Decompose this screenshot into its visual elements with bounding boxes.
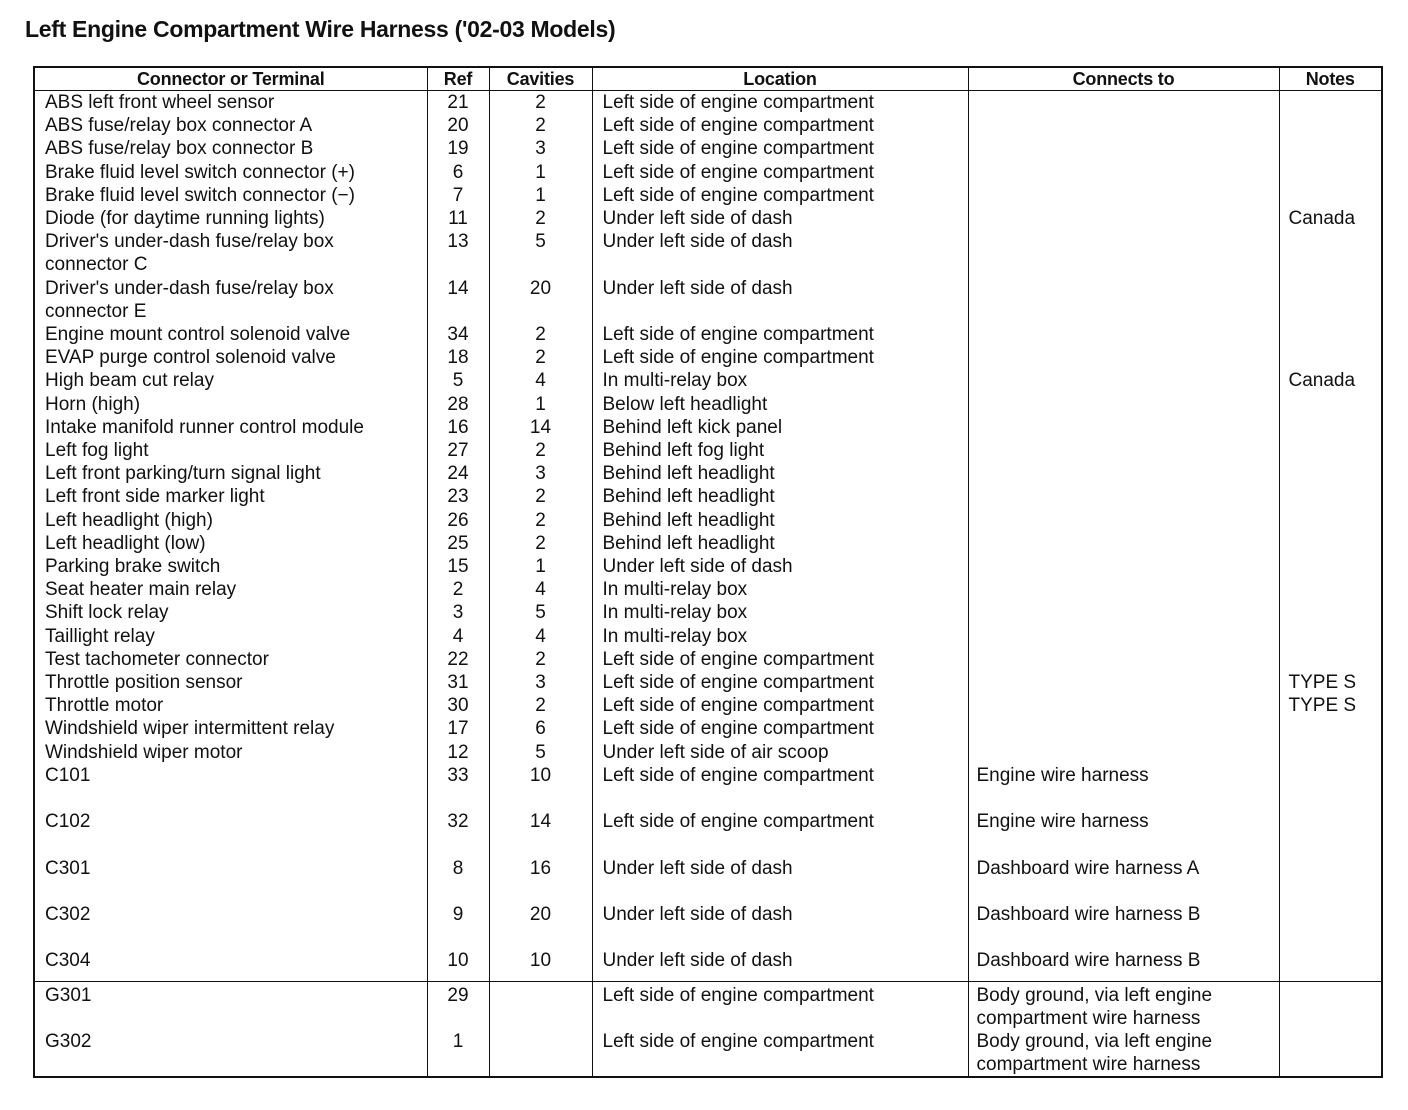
table-row: [34, 717, 1382, 740]
table-row: [34, 601, 1382, 624]
cell-connects-to: [968, 184, 1279, 207]
header-connects-to: Connects to: [968, 67, 1279, 91]
cell-connects-to: [968, 369, 1279, 392]
table-row: [34, 1030, 1382, 1077]
cell-connects-to: [968, 694, 1279, 717]
cell-location: Under left side of dash: [592, 555, 968, 578]
cell-connects-to: [968, 485, 1279, 508]
header-location: Location: [592, 67, 968, 91]
cell-notes: [1279, 741, 1382, 764]
cell-ref: 21: [427, 91, 489, 115]
cell-cavities: 5: [489, 230, 592, 276]
table-row: [34, 625, 1382, 648]
cell-cavities: 2: [489, 114, 592, 137]
cell-notes: [1279, 509, 1382, 532]
cell-connector: Driver's under-dash fuse/relay box connector E: [34, 277, 427, 323]
cell-ref: 26: [427, 509, 489, 532]
header-row: [34, 67, 1382, 91]
cell-cavities: 14: [489, 416, 592, 439]
cell-location: Left side of engine compartment: [592, 694, 968, 717]
cell-connector: Intake manifold runner control module: [34, 416, 427, 439]
table-row: [34, 416, 1382, 439]
cell-connects-to: [968, 207, 1279, 230]
table-row: [34, 981, 1382, 1030]
cell-connects-to: [968, 648, 1279, 671]
cell-notes: [1279, 91, 1382, 115]
cell-notes: [1279, 601, 1382, 624]
cell-connector: High beam cut relay: [34, 369, 427, 392]
cell-cavities: 3: [489, 462, 592, 485]
cell-cavities: 14: [489, 810, 592, 856]
cell-location: Left side of engine compartment: [592, 91, 968, 115]
cell-location: Under left side of dash: [592, 277, 968, 323]
table-row: [34, 509, 1382, 532]
table-row: [34, 230, 1382, 276]
cell-location: Left side of engine compartment: [592, 764, 968, 810]
cell-connects-to: [968, 578, 1279, 601]
cell-connector: Brake fluid level switch connector (+): [34, 161, 427, 184]
cell-location: Behind left headlight: [592, 509, 968, 532]
cell-ref: 8: [427, 857, 489, 903]
cell-cavities: 1: [489, 184, 592, 207]
cell-cavities: 2: [489, 91, 592, 115]
cell-cavities: 10: [489, 764, 592, 810]
cell-location: Left side of engine compartment: [592, 648, 968, 671]
cell-location: Under left side of air scoop: [592, 741, 968, 764]
cell-connects-to: [968, 625, 1279, 648]
cell-location: Left side of engine compartment: [592, 810, 968, 856]
cell-notes: [1279, 717, 1382, 740]
cell-notes: TYPE S: [1279, 671, 1382, 694]
cell-cavities: 16: [489, 857, 592, 903]
cell-connector: ABS fuse/relay box connector A: [34, 114, 427, 137]
cell-notes: [1279, 578, 1382, 601]
cell-cavities: 4: [489, 369, 592, 392]
cell-ref: 23: [427, 485, 489, 508]
cell-location: Left side of engine compartment: [592, 981, 968, 1030]
cell-location: Behind left fog light: [592, 439, 968, 462]
cell-notes: TYPE S: [1279, 694, 1382, 717]
cell-ref: 7: [427, 184, 489, 207]
cell-cavities: 6: [489, 717, 592, 740]
table-row: [34, 578, 1382, 601]
table-row: [34, 903, 1382, 949]
cell-location: Left side of engine compartment: [592, 137, 968, 160]
table-row: [34, 114, 1382, 137]
cell-notes: [1279, 949, 1382, 981]
harness-table: [33, 66, 1383, 1078]
cell-notes: [1279, 393, 1382, 416]
cell-connects-to: [968, 91, 1279, 115]
table-row: [34, 485, 1382, 508]
cell-location: Under left side of dash: [592, 230, 968, 276]
table-row: [34, 810, 1382, 856]
cell-ref: 19: [427, 137, 489, 160]
cell-location: Below left headlight: [592, 393, 968, 416]
cell-location: Under left side of dash: [592, 903, 968, 949]
cell-cavities: 5: [489, 601, 592, 624]
cell-connects-to: [968, 671, 1279, 694]
table-row: [34, 741, 1382, 764]
cell-ref: 13: [427, 230, 489, 276]
table-row: [34, 671, 1382, 694]
cell-cavities: 2: [489, 207, 592, 230]
cell-ref: 22: [427, 648, 489, 671]
cell-location: Behind left headlight: [592, 462, 968, 485]
cell-connector: Taillight relay: [34, 625, 427, 648]
cell-connects-to: Dashboard wire harness B: [968, 949, 1279, 981]
cell-ref: 5: [427, 369, 489, 392]
cell-connector: Horn (high): [34, 393, 427, 416]
cell-cavities: 20: [489, 277, 592, 323]
cell-connector: Engine mount control solenoid valve: [34, 323, 427, 346]
cell-location: Left side of engine compartment: [592, 184, 968, 207]
table-row: [34, 949, 1382, 981]
cell-connector: Left headlight (low): [34, 532, 427, 555]
table-row: [34, 393, 1382, 416]
cell-connects-to: Body ground, via left engine compartment wire harness: [968, 1030, 1279, 1077]
cell-location: Under left side of dash: [592, 207, 968, 230]
cell-notes: [1279, 230, 1382, 276]
table-row: [34, 207, 1382, 230]
cell-ref: 18: [427, 346, 489, 369]
cell-connects-to: [968, 555, 1279, 578]
cell-connector: ABS left front wheel sensor: [34, 91, 427, 115]
cell-location: Behind left kick panel: [592, 416, 968, 439]
cell-location: Under left side of dash: [592, 949, 968, 981]
cell-connector: Left front parking/turn signal light: [34, 462, 427, 485]
cell-cavities: 3: [489, 137, 592, 160]
cell-ref: 2: [427, 578, 489, 601]
cell-connector: Throttle motor: [34, 694, 427, 717]
table-row: [34, 184, 1382, 207]
cell-connector: C301: [34, 857, 427, 903]
cell-notes: [1279, 137, 1382, 160]
cell-notes: [1279, 114, 1382, 137]
cell-cavities: [489, 1030, 592, 1077]
cell-ref: 11: [427, 207, 489, 230]
header-cavities: Cavities: [489, 67, 592, 91]
cell-connects-to: [968, 114, 1279, 137]
cell-connects-to: [968, 439, 1279, 462]
cell-location: Left side of engine compartment: [592, 114, 968, 137]
cell-location: In multi-relay box: [592, 601, 968, 624]
cell-cavities: 3: [489, 671, 592, 694]
cell-cavities: 2: [489, 532, 592, 555]
table-row: [34, 161, 1382, 184]
cell-ref: 31: [427, 671, 489, 694]
cell-cavities: 1: [489, 161, 592, 184]
header-connector: Connector or Terminal: [34, 67, 427, 91]
cell-notes: [1279, 416, 1382, 439]
cell-cavities: 2: [489, 439, 592, 462]
cell-notes: [1279, 184, 1382, 207]
table-row: [34, 346, 1382, 369]
cell-connects-to: [968, 323, 1279, 346]
cell-connects-to: [968, 393, 1279, 416]
cell-ref: 29: [427, 981, 489, 1030]
cell-cavities: 4: [489, 578, 592, 601]
cell-cavities: 2: [489, 648, 592, 671]
header-ref: Ref: [427, 67, 489, 91]
cell-connects-to: [968, 601, 1279, 624]
cell-cavities: 2: [489, 485, 592, 508]
cell-cavities: 1: [489, 393, 592, 416]
cell-connector: Windshield wiper intermittent relay: [34, 717, 427, 740]
cell-notes: [1279, 161, 1382, 184]
cell-ref: 1: [427, 1030, 489, 1077]
table-row: [34, 439, 1382, 462]
cell-ref: 4: [427, 625, 489, 648]
cell-connects-to: [968, 277, 1279, 323]
cell-notes: [1279, 439, 1382, 462]
cell-connects-to: [968, 161, 1279, 184]
cell-connector: Seat heater main relay: [34, 578, 427, 601]
cell-connects-to: [968, 462, 1279, 485]
cell-connector: Brake fluid level switch connector (−): [34, 184, 427, 207]
cell-location: In multi-relay box: [592, 625, 968, 648]
cell-notes: [1279, 485, 1382, 508]
cell-notes: [1279, 981, 1382, 1030]
cell-connects-to: [968, 532, 1279, 555]
cell-cavities: 2: [489, 509, 592, 532]
cell-connector: Windshield wiper motor: [34, 741, 427, 764]
cell-notes: [1279, 810, 1382, 856]
table-row: [34, 369, 1382, 392]
cell-notes: [1279, 555, 1382, 578]
cell-connector: C302: [34, 903, 427, 949]
header-notes: Notes: [1279, 67, 1382, 91]
cell-ref: 28: [427, 393, 489, 416]
cell-connector: Driver's under-dash fuse/relay box connector C: [34, 230, 427, 276]
cell-notes: [1279, 903, 1382, 949]
cell-connector: Left front side marker light: [34, 485, 427, 508]
cell-connects-to: [968, 509, 1279, 532]
cell-connector: G301: [34, 981, 427, 1030]
cell-connector: Shift lock relay: [34, 601, 427, 624]
table-row: [34, 277, 1382, 323]
cell-ref: 6: [427, 161, 489, 184]
cell-cavities: [489, 981, 592, 1030]
cell-location: Left side of engine compartment: [592, 323, 968, 346]
cell-cavities: 10: [489, 949, 592, 981]
cell-cavities: 5: [489, 741, 592, 764]
table-row: [34, 532, 1382, 555]
cell-location: Under left side of dash: [592, 857, 968, 903]
cell-connects-to: [968, 230, 1279, 276]
cell-notes: [1279, 323, 1382, 346]
cell-notes: Canada: [1279, 369, 1382, 392]
cell-connector: C102: [34, 810, 427, 856]
cell-ref: 30: [427, 694, 489, 717]
cell-location: Left side of engine compartment: [592, 161, 968, 184]
cell-connects-to: Dashboard wire harness B: [968, 903, 1279, 949]
cell-ref: 27: [427, 439, 489, 462]
cell-ref: 16: [427, 416, 489, 439]
cell-ref: 12: [427, 741, 489, 764]
cell-connector: G302: [34, 1030, 427, 1077]
cell-connector: Diode (for daytime running lights): [34, 207, 427, 230]
cell-connects-to: Engine wire harness: [968, 810, 1279, 856]
cell-location: Behind left headlight: [592, 532, 968, 555]
cell-location: Left side of engine compartment: [592, 717, 968, 740]
cell-notes: [1279, 532, 1382, 555]
cell-notes: [1279, 462, 1382, 485]
cell-location: Left side of engine compartment: [592, 671, 968, 694]
page-title: Left Engine Compartment Wire Harness ('02-03 Models): [25, 16, 616, 42]
cell-notes: [1279, 1030, 1382, 1077]
cell-ref: 34: [427, 323, 489, 346]
cell-cavities: 20: [489, 903, 592, 949]
cell-ref: 10: [427, 949, 489, 981]
cell-connector: Left fog light: [34, 439, 427, 462]
cell-connector: EVAP purge control solenoid valve: [34, 346, 427, 369]
cell-location: In multi-relay box: [592, 369, 968, 392]
cell-cavities: 4: [489, 625, 592, 648]
cell-connects-to: Dashboard wire harness A: [968, 857, 1279, 903]
cell-ref: 14: [427, 277, 489, 323]
cell-notes: [1279, 346, 1382, 369]
cell-notes: [1279, 764, 1382, 810]
table-row: [34, 857, 1382, 903]
cell-connector: ABS fuse/relay box connector B: [34, 137, 427, 160]
cell-cavities: 2: [489, 694, 592, 717]
cell-location: Behind left headlight: [592, 485, 968, 508]
cell-ref: 15: [427, 555, 489, 578]
table-body: [34, 91, 1382, 1078]
table-row: [34, 91, 1382, 115]
cell-ref: 9: [427, 903, 489, 949]
cell-connects-to: [968, 137, 1279, 160]
cell-ref: 24: [427, 462, 489, 485]
cell-connector: C304: [34, 949, 427, 981]
table-row: [34, 137, 1382, 160]
cell-location: In multi-relay box: [592, 578, 968, 601]
cell-location: Left side of engine compartment: [592, 346, 968, 369]
cell-connects-to: Engine wire harness: [968, 764, 1279, 810]
cell-notes: [1279, 277, 1382, 323]
cell-connects-to: [968, 717, 1279, 740]
table-row: [34, 323, 1382, 346]
table-row: [34, 462, 1382, 485]
cell-ref: 25: [427, 532, 489, 555]
cell-connector: Test tachometer connector: [34, 648, 427, 671]
cell-location: Left side of engine compartment: [592, 1030, 968, 1077]
cell-notes: Canada: [1279, 207, 1382, 230]
cell-connects-to: [968, 346, 1279, 369]
cell-cavities: 1: [489, 555, 592, 578]
table-row: [34, 555, 1382, 578]
table-row: [34, 694, 1382, 717]
cell-ref: 33: [427, 764, 489, 810]
cell-ref: 3: [427, 601, 489, 624]
cell-notes: [1279, 648, 1382, 671]
cell-connector: Throttle position sensor: [34, 671, 427, 694]
cell-ref: 20: [427, 114, 489, 137]
table-row: [34, 648, 1382, 671]
cell-connects-to: [968, 741, 1279, 764]
cell-cavities: 2: [489, 346, 592, 369]
cell-connector: Parking brake switch: [34, 555, 427, 578]
cell-connects-to: [968, 416, 1279, 439]
cell-ref: 32: [427, 810, 489, 856]
cell-connector: C101: [34, 764, 427, 810]
cell-connector: Left headlight (high): [34, 509, 427, 532]
table-row: [34, 764, 1382, 810]
cell-notes: [1279, 625, 1382, 648]
cell-cavities: 2: [489, 323, 592, 346]
cell-connects-to: Body ground, via left engine compartment wire harness: [968, 981, 1279, 1030]
cell-notes: [1279, 857, 1382, 903]
cell-ref: 17: [427, 717, 489, 740]
